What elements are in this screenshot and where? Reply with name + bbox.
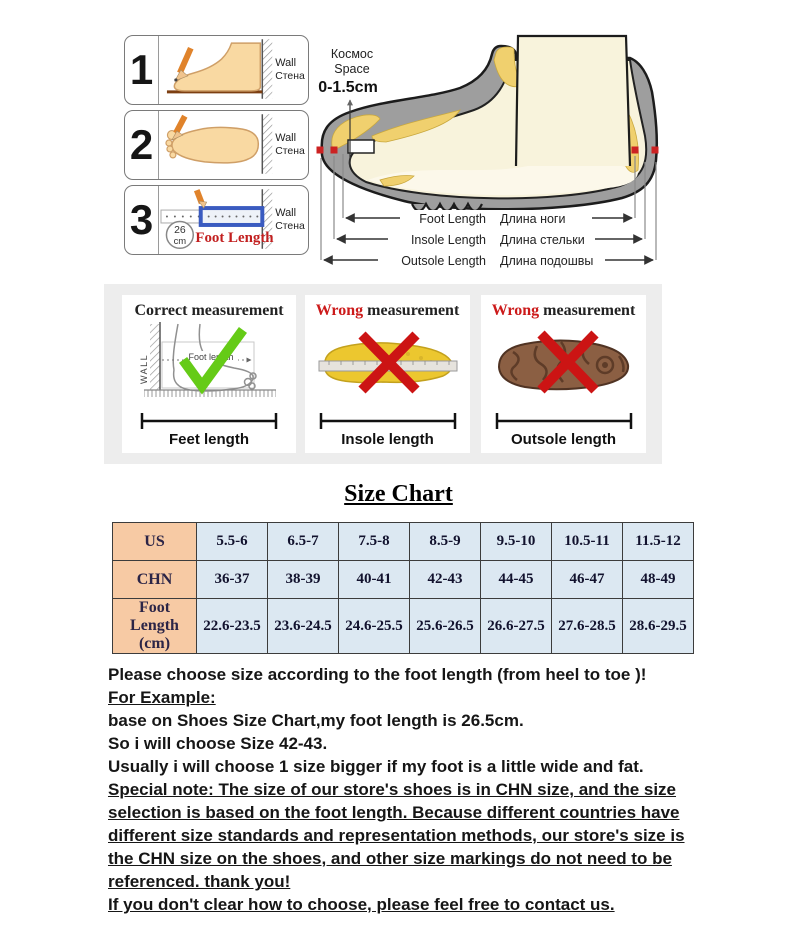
wall-label-en: Wall: [275, 57, 297, 70]
size-cell: 8.5-9: [410, 523, 481, 561]
size-cell: 6.5-7: [268, 523, 339, 561]
wall-vertical-label: WALL: [139, 353, 149, 384]
wall-label-ru: Стена: [275, 145, 305, 157]
note-line: For Example:: [108, 688, 216, 707]
dim-foot-en: Foot Length: [419, 212, 486, 226]
inner-measure-label: Foot length: [188, 352, 234, 362]
wall-hatch-icon: [262, 114, 272, 174]
insole-illustration: [313, 320, 463, 412]
special-note-line: Special note: The size of our store's shoes is in CHN size, and the size: [108, 780, 677, 799]
space-range: 0-1.5cm: [318, 79, 378, 96]
panel-caption: Feet length: [168, 431, 249, 448]
note-line: Please choose size according to the foot length (from heel to toe )!: [108, 665, 647, 684]
table-row-us: [113, 523, 694, 561]
step-1-box: [124, 35, 309, 105]
note-line: Usually i will choose 1 size bigger if my foot is a little wide and fat.: [108, 757, 644, 776]
shoe-cross-section-diagram: [308, 20, 710, 275]
wall-label-ru: Стена: [275, 70, 305, 82]
foot-length-label: Foot Length: [195, 229, 274, 246]
panel-title: Correct measurement: [134, 302, 284, 319]
correct-measurement-illustration: [134, 320, 284, 412]
size-cell: 24.6-25.5: [339, 599, 410, 654]
wall-hatch-icon: [150, 324, 160, 390]
verdict-label: Wrong: [491, 302, 540, 319]
panel-wrong-outsole: [481, 295, 646, 453]
size-cell: 5.5-6: [197, 523, 268, 561]
special-note-line: selection is based on the foot length. Because different countries have: [108, 803, 680, 822]
wall-label-ru: Стена: [275, 220, 305, 232]
sole-tread: [412, 204, 482, 211]
table-row-chn: [113, 561, 694, 599]
toe-tab: [348, 140, 374, 153]
size-cell: 36-37: [197, 561, 268, 599]
verdict-label: Correct: [134, 302, 188, 319]
tape-measure-icon: [201, 208, 263, 225]
size-cell: 27.6-28.5: [552, 599, 623, 654]
size-cell: 42-43: [410, 561, 481, 599]
note-line: So i will choose Size 42-43.: [108, 734, 328, 753]
size-cell: 28.6-29.5: [623, 599, 694, 654]
leg: [516, 36, 630, 166]
size-cell: 22.6-23.5: [197, 599, 268, 654]
size-notes: [108, 663, 722, 916]
size-cell: 9.5-10: [481, 523, 552, 561]
row-header-us: US: [113, 523, 197, 561]
measurement-panels-band: [104, 284, 662, 464]
special-note-line: referenced. thank you!: [108, 872, 291, 891]
panel-wrong-insole: [305, 295, 470, 453]
dim-outsole-en: Outsole Length: [401, 254, 486, 268]
step-3-number: 3: [125, 186, 159, 254]
wall-hatch-icon: [262, 39, 272, 99]
measure-steps: [124, 35, 309, 260]
wall-label-en: Wall: [275, 207, 297, 220]
panel-caption: Insole length: [341, 431, 434, 448]
step-2-box: [124, 110, 309, 180]
size-cell: 25.6-26.5: [410, 599, 481, 654]
size-cell: 26.6-27.5: [481, 599, 552, 654]
space-label-en: Space: [334, 62, 370, 76]
pencil-icon: [176, 116, 185, 133]
size-cell: 7.5-8: [339, 523, 410, 561]
space-label-ru: Космос: [330, 47, 374, 61]
outsole-illustration: [489, 320, 639, 412]
length-value: 26: [174, 224, 186, 236]
row-header-chn: CHN: [113, 561, 197, 599]
step-2-illustration: [159, 111, 308, 177]
pencil-icon: [180, 48, 191, 73]
foot-top-icon: [172, 127, 258, 163]
size-cell: 38-39: [268, 561, 339, 599]
dim-insole-en: Insole Length: [410, 233, 486, 247]
size-cell: 11.5-12: [623, 523, 694, 561]
note-line: If you don't clear how to choose, please feel free to contact us.: [108, 895, 615, 914]
wall-label-en: Wall: [275, 132, 297, 145]
size-cell: 23.6-24.5: [268, 599, 339, 654]
note-line: base on Shoes Size Chart,my foot length is 26.5cm.: [108, 711, 524, 730]
ground-ruler: [144, 390, 276, 397]
length-bracket: [489, 412, 639, 430]
table-row-foot-length: [113, 599, 694, 654]
size-chart-title: Size Chart: [344, 481, 453, 507]
special-note-line: the CHN size on the shoes, and other size markings do not need to be: [108, 849, 672, 868]
step-3-illustration: [159, 186, 308, 252]
panel-title: Wrong measurement: [315, 302, 460, 319]
panel-correct-measurement: [122, 295, 296, 453]
step-1-illustration: [159, 36, 308, 102]
step-3-box: [124, 185, 309, 255]
dim-insole-ru: Длина стельки: [500, 233, 585, 247]
size-cell: 48-49: [623, 561, 694, 599]
step-2-number: 2: [125, 111, 159, 179]
length-unit: cm: [173, 234, 187, 246]
row-header-foot-length: Foot Length (cm): [113, 599, 197, 654]
verdict-label: Wrong: [315, 302, 364, 319]
length-bracket: [313, 412, 463, 430]
length-bracket: [134, 412, 284, 430]
panel-title: Wrong measurement: [491, 302, 636, 319]
panel-caption: Outsole length: [511, 431, 616, 448]
size-cell: 40-41: [339, 561, 410, 599]
special-note-line: different size standards and representation methods, our store's size is: [108, 826, 685, 845]
size-cell: 44-45: [481, 561, 552, 599]
size-chart-table: [112, 522, 694, 654]
dim-outsole-ru: Длина подошвы: [500, 254, 594, 268]
size-cell: 10.5-11: [552, 523, 623, 561]
step-1-number: 1: [125, 36, 159, 104]
dim-foot-ru: Длина ноги: [500, 212, 566, 226]
size-cell: 46-47: [552, 561, 623, 599]
